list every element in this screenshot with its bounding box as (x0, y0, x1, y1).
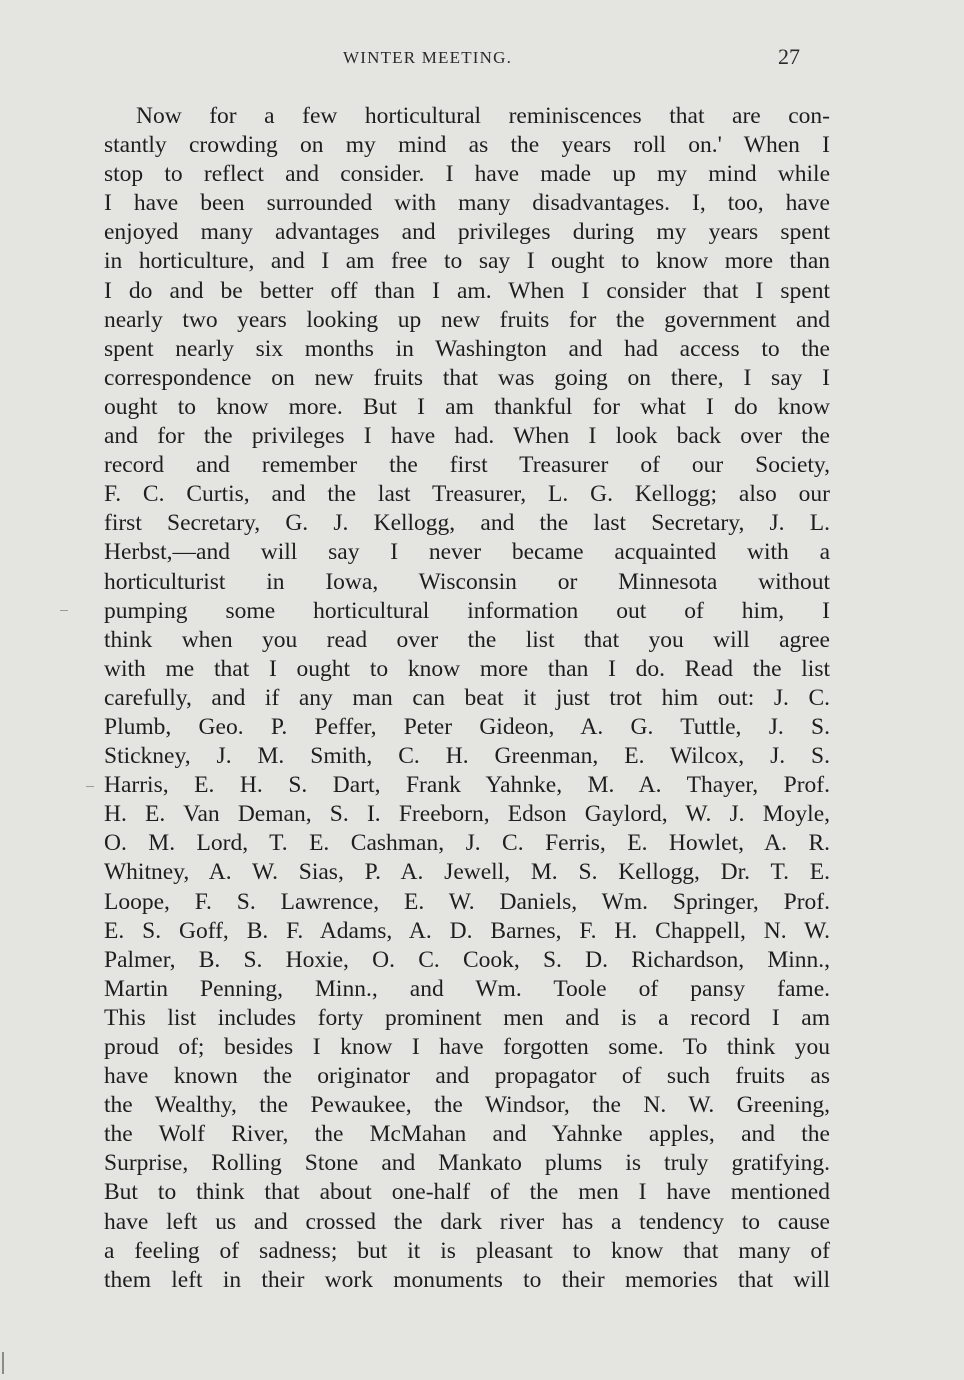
page-number: 27 (778, 44, 800, 69)
text-line: Loope, F. S. Lawrence, E. W. Daniels, Wm. Springer, Prof. (104, 888, 830, 915)
text-line: I do and be better off than I am. When I consider that I spent (104, 277, 830, 304)
text-line: F. C. Curtis, and the last Treasurer, L. G. Kellogg; also our (104, 481, 830, 508)
page-edge-mark (2, 1352, 4, 1374)
margin-mark (60, 610, 68, 611)
text-line: O. M. Lord, T. E. Cashman, J. C. Ferris, E. Howlet, A. R. (104, 830, 830, 857)
text-line: nearly two years looking up new fruits for the government and (104, 306, 830, 333)
text-line: Martin Penning, Minn., and Wm. Toole of pansy fame. (104, 975, 830, 1002)
margin-mark (86, 786, 94, 787)
text-line: record and remember the first Treasurer of our Society, (104, 452, 830, 479)
body-text (104, 102, 830, 1295)
text-line: the Wealthy, the Pewaukee, the Windsor, the N. W. Greening, (104, 1092, 830, 1119)
text-line: and for the privileges I have had. When I look back over the (104, 423, 830, 450)
text-line: Plumb, Geo. P. Peffer, Peter Gideon, A. G. Tuttle, J. S. (104, 713, 830, 740)
text-line: stop to reflect and consider. I have made up my mind while (104, 161, 830, 188)
running-head: WINTER MEETING. (343, 48, 513, 67)
text-line: enjoyed many advantages and privileges during my years spent (104, 219, 830, 246)
text-line: Harris, E. H. S. Dart, Frank Yahnke, M. A. Thayer, Prof. (104, 772, 830, 799)
text-line: first Secretary, G. J. Kellogg, and the last Secretary, J. L. (104, 510, 830, 537)
text-line: correspondence on new fruits that was going on there, I say I (104, 364, 830, 391)
text-line: Now for a few horticultural reminiscences that are con- (136, 103, 830, 129)
text-line: ought to know more. But I am thankful for what I do know (104, 393, 830, 420)
text-line: have left us and crossed the dark river has a tendency to cause (104, 1208, 830, 1235)
text-line: in horticulture, and I am free to say I ought to know more than (104, 248, 830, 275)
text-line: with me that I ought to know more than I do. Read the list (104, 655, 830, 682)
text-line: Stickney, J. M. Smith, C. H. Greenman, E. Wilcox, J. S. (104, 743, 830, 770)
text-line: spent nearly six months in Washington and had access to the (104, 335, 830, 362)
text-line: Whitney, A. W. Sias, P. A. Jewell, M. S. Kellogg, Dr. T. E. (104, 859, 830, 886)
text-line: a feeling of sadness; but it is pleasant to know that many of (104, 1237, 830, 1264)
text-line: stantly crowding on my mind as the years roll on.' When I (104, 132, 830, 159)
text-line: pumping some horticultural information out of him, I (104, 597, 830, 624)
text-line: Palmer, B. S. Hoxie, O. C. Cook, S. D. Richardson, Minn., (104, 946, 830, 973)
text-line: have known the originator and propagator of such fruits as (104, 1063, 830, 1090)
text-line: Surprise, Rolling Stone and Mankato plums is truly gratifying. (104, 1150, 830, 1177)
text-line: them left in their work monuments to their memories that will (104, 1266, 830, 1293)
page-header (0, 44, 964, 74)
text-line: think when you read over the list that you will agree (104, 626, 830, 653)
text-line: I have been surrounded with many disadvantages. I, too, have (104, 190, 830, 217)
text-line: Herbst,—and will say I never became acquainted with a (104, 539, 830, 566)
text-line: horticulturist in Iowa, Wisconsin or Minnesota without (104, 568, 830, 595)
text-line: But to think that about one-half of the men I have mentioned (104, 1179, 830, 1206)
text-line: carefully, and if any man can beat it just trot him out: J. C. (104, 684, 830, 711)
text-line: E. S. Goff, B. F. Adams, A. D. Barnes, F. H. Chappell, N. W. (104, 917, 830, 944)
text-line: H. E. Van Deman, S. I. Freeborn, Edson Gaylord, W. J. Moyle, (104, 801, 830, 828)
text-line: This list includes forty prominent men and is a record I am (104, 1004, 830, 1031)
text-line: the Wolf River, the McMahan and Yahnke apples, and the (104, 1121, 830, 1148)
text-line: proud of; besides I know I have forgotten some. To think you (104, 1034, 830, 1060)
